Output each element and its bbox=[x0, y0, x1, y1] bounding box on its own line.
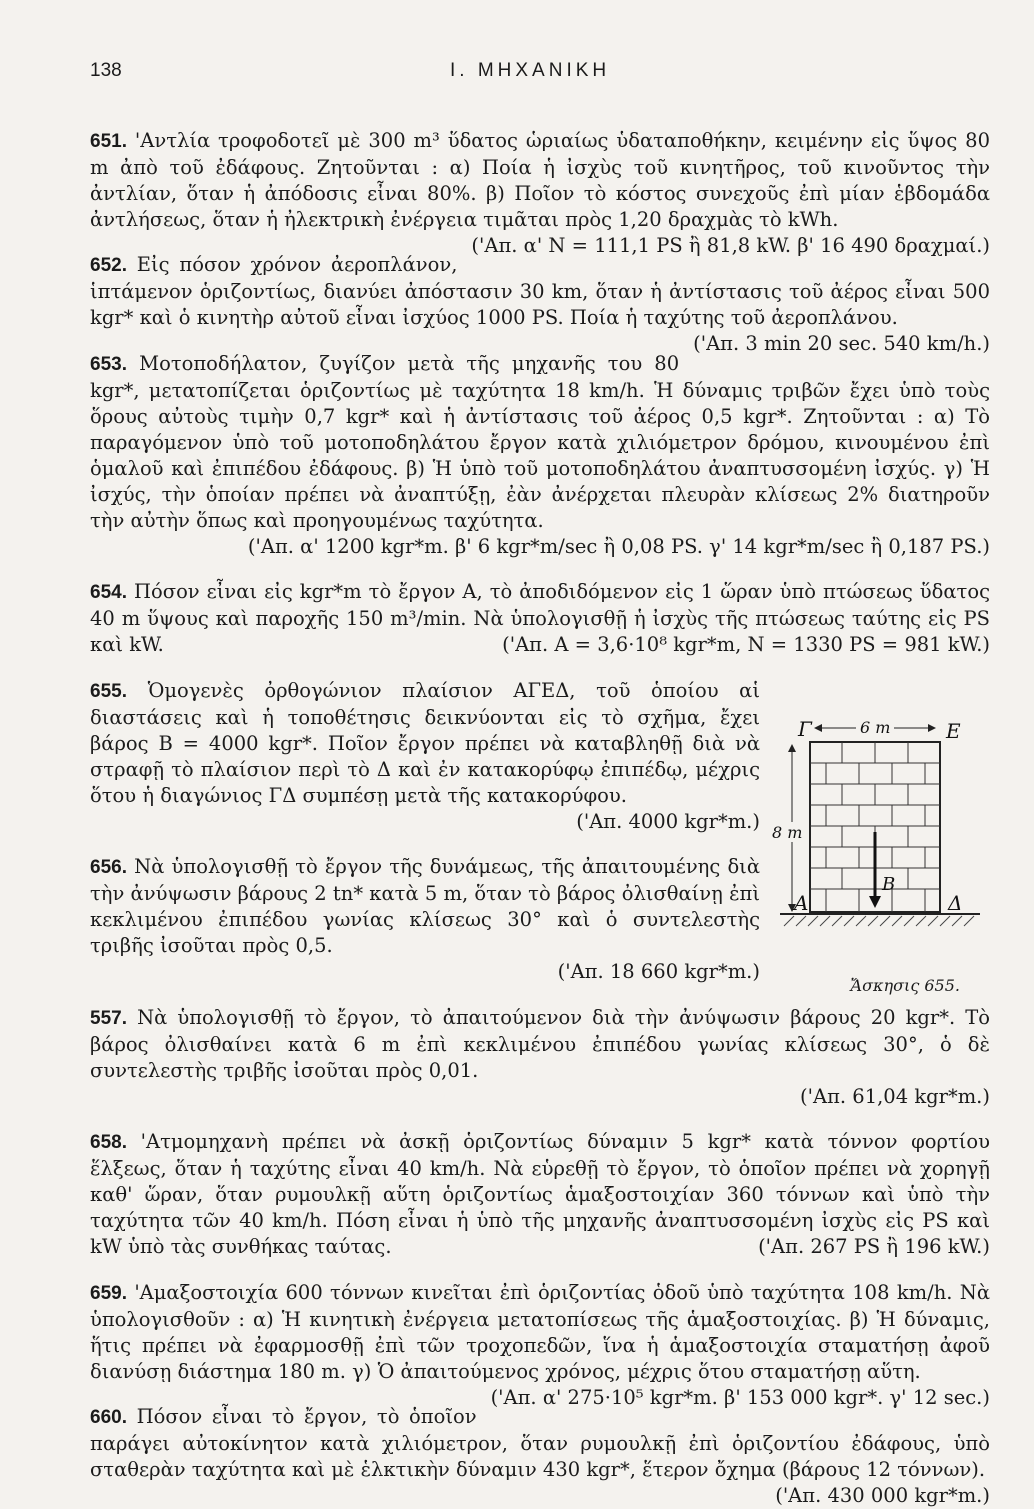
problem-answer: ('Απ. 4000 kgr*m.) bbox=[576, 809, 760, 833]
weight-label: B bbox=[882, 873, 896, 895]
problem-answer: ('Απ. A = 3,6·10⁸ kgr*m, N = 1330 PS = 981 kW.) bbox=[502, 633, 990, 656]
problem-number: 656. bbox=[90, 857, 127, 878]
problem-answer: ('Απ. 61,04 kgr*m.) bbox=[800, 1084, 990, 1108]
problem-text: Πόσον εἶναι τὸ ἔργον, τὸ ὁποῖον παράγει αὐτοκίνητον κατὰ χιλιόμετρον, ὅταν ρυμουλκῇ ἐπὶ ὁριζοντίου ἐδάφους, ὑπὸ σταθερὰν ταχύτητα καὶ μὲ ἑλκτικὴν δύναμιν 430 kgr*, ἕτερον ὄχημα (βάρους 12 τόννων). bbox=[90, 1405, 990, 1481]
figure-caption: Ἄσκησις 655. bbox=[850, 975, 960, 995]
problem-number: 658. bbox=[90, 1132, 127, 1153]
problem-660 bbox=[90, 1404, 990, 1507]
vertex-epsilon-label: Ε bbox=[946, 718, 961, 743]
problem-number: 660. bbox=[90, 1407, 127, 1428]
problem-answer: ('Απ. 430 000 kgr*m.) bbox=[775, 1484, 990, 1507]
problem-654 bbox=[90, 579, 990, 658]
figure-block-655-656 bbox=[90, 678, 990, 995]
problem-656 bbox=[90, 854, 760, 985]
problem-text: 'Ατμομηχανὴ πρέπει νὰ ἀσκῇ ὁριζοντίως δύναμιν 5 kgr* κατὰ τόννον φορτίου ἕλξεως, ὅταν ἡ ταχύτης εἶναι 40 km/h. Νὰ εὑρεθῇ τὸ ἔργον, τὸ ὁποῖον πρέπει νὰ χορηγῇ καθ' ὥραν, ὅταν ρυμουλκῇ αὕτη ὁριζοντίως ἁμαξοστοιχίαν 360 τόννων καὶ ὑπὸ τὴν ταχύτητα τῶν 40 km/h. Πόση εἶναι ἡ ὑπὸ τῆς μηχανῆς ἀναπτυσσομένη ἰσχὺς εἰς PS καὶ kW ὑπὸ τὰς συνθήκας ταύτας. bbox=[90, 1130, 991, 1258]
width-label: 6 m bbox=[860, 717, 891, 737]
page-number: 138 bbox=[90, 60, 122, 81]
problem-number: 652. bbox=[90, 255, 127, 276]
problem-652 bbox=[90, 252, 990, 355]
problem-655 bbox=[90, 678, 760, 835]
problem-text: Μοτοποδήλατον, ζυγίζον μετὰ τῆς μηχανῆς του 80 kgr*, μετατοπίζεται ὁριζοντίως μὲ ταχύτητα 18 km/h. Ἡ δύναμις τριβῶν ἔχει ὑπὸ τοὺς ὅρους αὐτοὺς τιμὴν 0,7 kgr* καὶ ἡ ἀντίστασις τοῦ ἀέρος 0,5 kgr*. Ζητοῦνται : α) Τὸ παραγόμενον ὑπὸ τοῦ μοτοποδηλάτου ἔργον κατὰ χιλιόμετρον δρόμου, κινουμένου ἐπὶ ὁμαλοῦ καὶ ἐπιπέδου ἐδάφους. β) Ἡ ὑπὸ τοῦ μοτοποδηλάτου ἀναπτυσσομένη ἰσχύς. γ) Ἡ ἰσχύς, τὴν ὁποίαν πρέπει νὰ ἀναπτύξῃ, ἐὰν ἀνέρχεται πλευρὰν κλίσεως 2% διατηροῦν τὴν αὐτὴν ὅπως καὶ προηγουμένως ταχύτητα. bbox=[90, 351, 990, 532]
vertex-gamma-label: Γ bbox=[798, 716, 812, 741]
problem-number: 659. bbox=[90, 1282, 127, 1304]
problem-answer: ('Απ. 3 min 20 sec. 540 km/h.) bbox=[693, 332, 990, 355]
problem-number: 651. bbox=[90, 130, 127, 152]
problem-text: Εἰς πόσον χρόνον ἀεροπλάνον, ἱπτάμενον ὁριζοντίως, διανύει ἀπόστασιν 30 km, ὅταν ἡ ἀντίστασις τοῦ ἀέρος εἶναι 500 kgr* καὶ ὁ κινητὴρ αὐτοῦ εἶναι ἰσχύος 1000 PS. Ποία ἡ ταχύτης τοῦ ἀεροπλάνου. bbox=[90, 253, 990, 329]
problem-text: 'Αμαξοστοιχία 600 τόννων κινεῖται ἐπὶ ὁριζοντίας ὁδοῦ ὑπὸ ταχύτητα 108 km/h. Νὰ ὑπολογισθοῦν : α) Ἡ κινητικὴ ἐνέργεια μετατοπίσεως τῆς ἁμαξοστοιχίας. β) Ἡ δύναμις, ἥτις πρέπει νὰ ἐφαρμοσθῇ ἐπὶ τῶν τροχοπεδῶν, ἵνα ἡ ἁμαξοστοιχία σταματήσῃ ἀφοῦ διανύσῃ διάστημα 180 m. γ) Ὁ ἀπαιτούμενος χρόνος, μέχρις ὅτου σταματήσῃ αὕτη. bbox=[90, 1280, 990, 1383]
problem-653 bbox=[90, 351, 990, 560]
problem-651 bbox=[90, 128, 990, 257]
figure-adjacent-text bbox=[90, 678, 760, 986]
problem-number: 655. bbox=[90, 680, 127, 702]
problems-list bbox=[90, 108, 990, 1509]
problem-text: Νὰ ὑπολογισθῇ τὸ ἔργον, τὸ ἀπαιτούμενον διὰ τὴν ἀνύψωσιν βάρους 20 kgr*. Τὸ βάρος ὀλισθαίνει κατὰ 6 m ἐπὶ κεκλιμένου ἐπιπέδου γωνίας κλίσεως 30°, ὁ δὲ συντελεστὴς τριβῆς ἰσοῦται πρὸς 0,01. bbox=[90, 1005, 990, 1082]
problem-number: 557. bbox=[90, 1007, 127, 1029]
problem-text: Ὁμογενὲς ὀρθογώνιον πλαίσιον ΑΓΕΔ, τοῦ ὁποίου αἱ διαστάσεις καὶ ἡ τοποθέτησις δεικνύονται εἰς τὸ σχῆμα, ἔχει βάρος B = 4000 kgr*. Ποῖον ἔργον πρέπει νὰ καταβληθῇ διὰ νὰ στραφῇ τὸ πλαίσιον περὶ τὸ Δ καὶ ἐν κατακορύφῳ ἐπιπέδῳ, μέχρις ὅτου ἡ διαγώνιος ΓΔ συμπέσῃ μετὰ τῆς κατακορύφου. bbox=[90, 678, 760, 807]
problem-number: 654. bbox=[90, 582, 127, 603]
ground-hatching bbox=[784, 916, 974, 926]
problem-557 bbox=[90, 1005, 990, 1110]
height-label: 8 m bbox=[772, 822, 803, 842]
height-arrowhead-top bbox=[788, 744, 796, 752]
problem-659 bbox=[90, 1280, 990, 1409]
running-title: I. ΜΗΧΑΝΙΚΗ bbox=[450, 60, 611, 81]
problem-answer: ('Απ. α' 275·10⁵ kgr*m. β' 153 000 kgr*. γ' 12 sec.) bbox=[490, 1385, 990, 1409]
problem-answer: ('Απ. α' 1200 kgr*m. β' 6 kgr*m/sec ἢ 0,08 PS. γ' 14 kgr*m/sec ἢ 0,187 PS.) bbox=[247, 534, 990, 558]
problem-658 bbox=[90, 1129, 990, 1260]
problem-answer: ('Απ. α' N = 111,1 PS ἢ 81,8 kW. β' 16 490 δραχμαί.) bbox=[471, 233, 990, 257]
width-arrowhead-left bbox=[814, 724, 822, 732]
problem-text: Πόσον εἶναι εἰς kgr*m τὸ ἔργον A, τὸ ἀποδιδόμενον εἰς 1 ὥραν ὑπὸ πτώσεως ὕδατος 40 m ὕψους καὶ παροχῆς 150 m³/min. Νὰ ὑπολογισθῇ ἡ ἰσχὺς τῆς πτώσεως ταύτης εἰς PS καὶ kW. bbox=[90, 580, 991, 656]
problem-text: Νὰ ὑπολογισθῇ τὸ ἔργον τῆς δυνάμεως, τῆς ἀπαιτουμένης διὰ τὴν ἀνύψωσιν βάρους 2 tn* κατὰ 5 m, ὅταν τὸ βάρος ὀλισθαίνῃ ἐπὶ κεκλιμένου ἐπιπέδου γωνίας κλίσεως 30° καὶ ὁ συντελεστὴς τριβῆς ἰσοῦται πρὸς 0,5. bbox=[90, 855, 760, 957]
problem-answer: ('Απ. 18 660 kgr*m.) bbox=[557, 960, 760, 983]
frame-diagram bbox=[770, 714, 990, 964]
page-header bbox=[90, 60, 994, 90]
weight-arrowhead bbox=[869, 896, 881, 908]
problem-number: 653. bbox=[90, 353, 127, 375]
frame-figure bbox=[770, 714, 990, 995]
problem-answer: ('Απ. 267 PS ἢ 196 kW.) bbox=[758, 1235, 990, 1258]
vertex-delta-label: Δ bbox=[948, 890, 963, 915]
problem-text: 'Αντλία τροφοδοτεῖ μὲ 300 m³ ὕδατος ὡριαίως ὑδαταποθήκην, κειμένην εἰς ὕψος 80 m ἀπὸ τοῦ ἐδάφους. Ζητοῦνται : α) Ποία ἡ ἰσχὺς τοῦ κινητῆρος, τοῦ κινοῦντος τὴν ἀντλίαν, ὅταν ἡ ἀπόδοσις εἶναι 80%. β) Ποῖον τὸ κόστος συνεχοῦς ἐπὶ μίαν ἑβδομάδα ἀντλήσεως, ὅταν ἡ ἠλεκτρικὴ ἐνέργεια τιμᾶται πρὸς 1,20 δραχμὰς τὸ kWh. bbox=[90, 128, 990, 231]
width-arrowhead-right bbox=[928, 724, 936, 732]
vertex-alpha-label: Α bbox=[794, 890, 809, 915]
